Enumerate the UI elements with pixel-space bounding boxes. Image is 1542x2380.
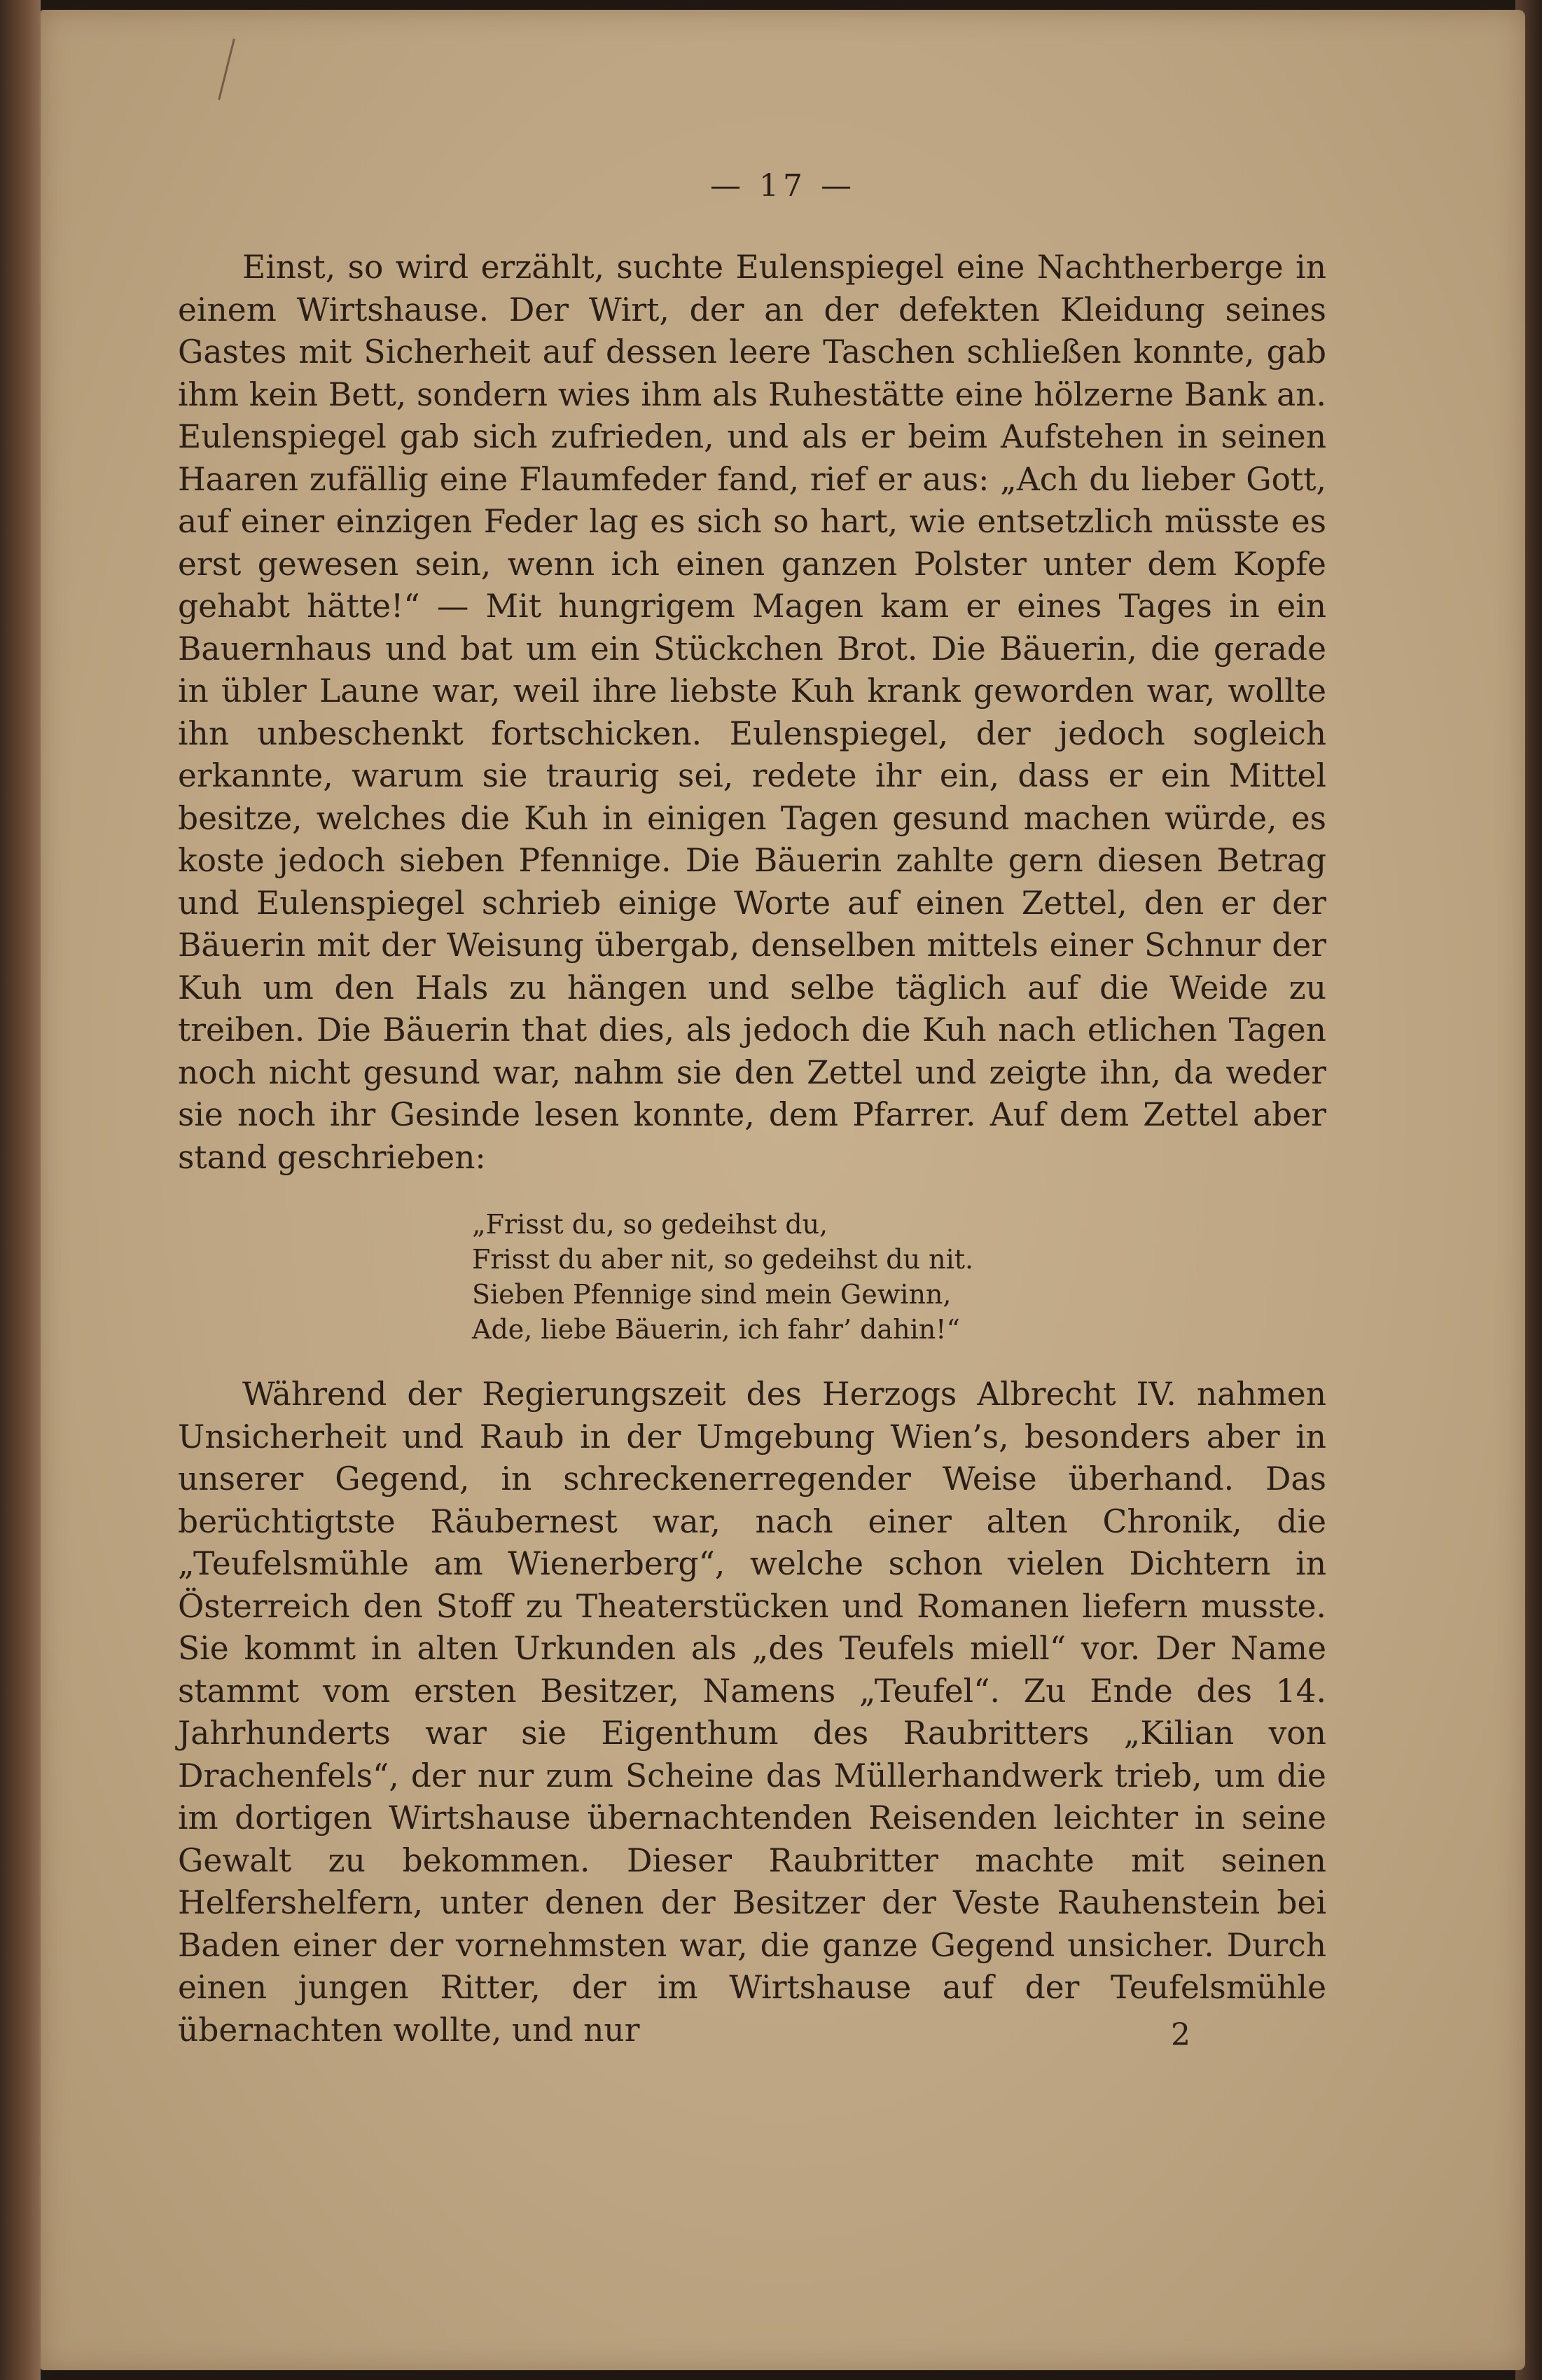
page-number: — 17 — [710, 168, 856, 204]
pencil-mark [218, 39, 235, 100]
signature-mark: 2 [1171, 2017, 1190, 2053]
paragraph-eulenspiegel: Einst, so wird erzählt, suchte Eulenspiegel eine Nachtherberge in einem Wirtshause. Der Wirt, der an der defekten Kleidung seines Gastes mit Sicherheit auf dessen leere Taschen schließen konnte, gab ihm kein Bett, sondern wies ihm als Ruhestätte eine hölzerne Bank an. Eulenspiegel gab sich zufrieden, und als er beim Aufstehen in seinen Haaren zufällig eine Flaumfeder fand, rief er aus: „Ach du lieber Gott, auf einer einzigen Feder lag es sich so hart, wie entsetzlich müsste es erst gewesen sein, wenn ich einen ganzen Polster unter dem Kopfe gehabt hätte!“ — Mit hungrigem Magen kam er eines Tages in ein Bauernhaus und bat um ein Stückchen Brot. Die Bäuerin, die gerade in übler Laune war, weil ihre liebste Kuh krank geworden war, wollte ihn unbeschenkt fortschicken. Eulenspiegel, der jedoch sogleich erkannte, warum sie traurig sei, redete ihr ein, dass er ein Mittel besitze, welches die Kuh in einigen Tagen gesund machen würde, es koste jedoch sieben Pfennige. Die Bäuerin zahlte gern diesen Betrag und Eulenspiegel schrieb einige Worte auf einen Zettel, den er der Bäuerin mit der Weisung übergab, denselben mittels einer Schnur der Kuh um den Hals zu hängen und selbe täglich auf die Weide zu treiben. Die Bäuerin that dies, als jedoch die Kuh nach etlichen Tagen noch nicht gesund war, nahm sie den Zettel und zeigte ihn, da weder sie noch ihr Gesinde lesen konnte, dem Pfarrer. Auf dem Zettel aber stand geschrieben: [178, 249, 1326, 1176]
body-text [178, 247, 1326, 2052]
paragraph-teufelsmuehle: Während der Regierungszeit des Herzogs Albrecht IV. nahmen Unsicherheit und Raub in der Umgebung Wien’s, besonders aber in unserer Gegend, in schreckenerregender Weise überhand. Das berüchtigtste Räubernest war, nach einer alten Chronik, die „Teufelsmühle am Wienerberg“, welche schon vielen Dichtern in Österreich den Stoff zu Theaterstücken und Romanen liefern musste. Sie kommt in alten Urkunden als „des Teufels miell“ vor. Der Name stammt vom ersten Besitzer, Namens „Teufel“. Zu Ende des 14. Jahrhunderts war sie Eigenthum des Raubritters „Kilian von Drachenfels“, der nur zum Scheine das Müllerhandwerk trieb, um die im dortigen Wirtshause übernachtenden Reisenden leichter in seine Gewalt zu bekommen. Dieser Raubritter machte mit seinen Helfershelfern, unter denen der Besitzer der Veste Rauhenstein bei Baden einer der vornehmsten war, die ganze Gegend unsicher. Durch einen jungen Ritter, der im Wirtshause auf der Teufelsmühle übernachten wollte, und nur [178, 1376, 1326, 2049]
verse-line: Frisst du aber nit, so gedeihst du nit. [472, 1244, 974, 1275]
book-page [41, 10, 1525, 2370]
verse-line: Ade, liebe Bäuerin, ich fahr’ dahin!“ [472, 1314, 960, 1345]
verse-line: Sieben Pfennige sind mein Gewinn, [472, 1279, 952, 1310]
verse-line: „Frisst du, so gedeihst du, [472, 1209, 828, 1240]
verse-block [178, 1207, 1326, 1347]
book-binding-left-edge [0, 0, 41, 2380]
